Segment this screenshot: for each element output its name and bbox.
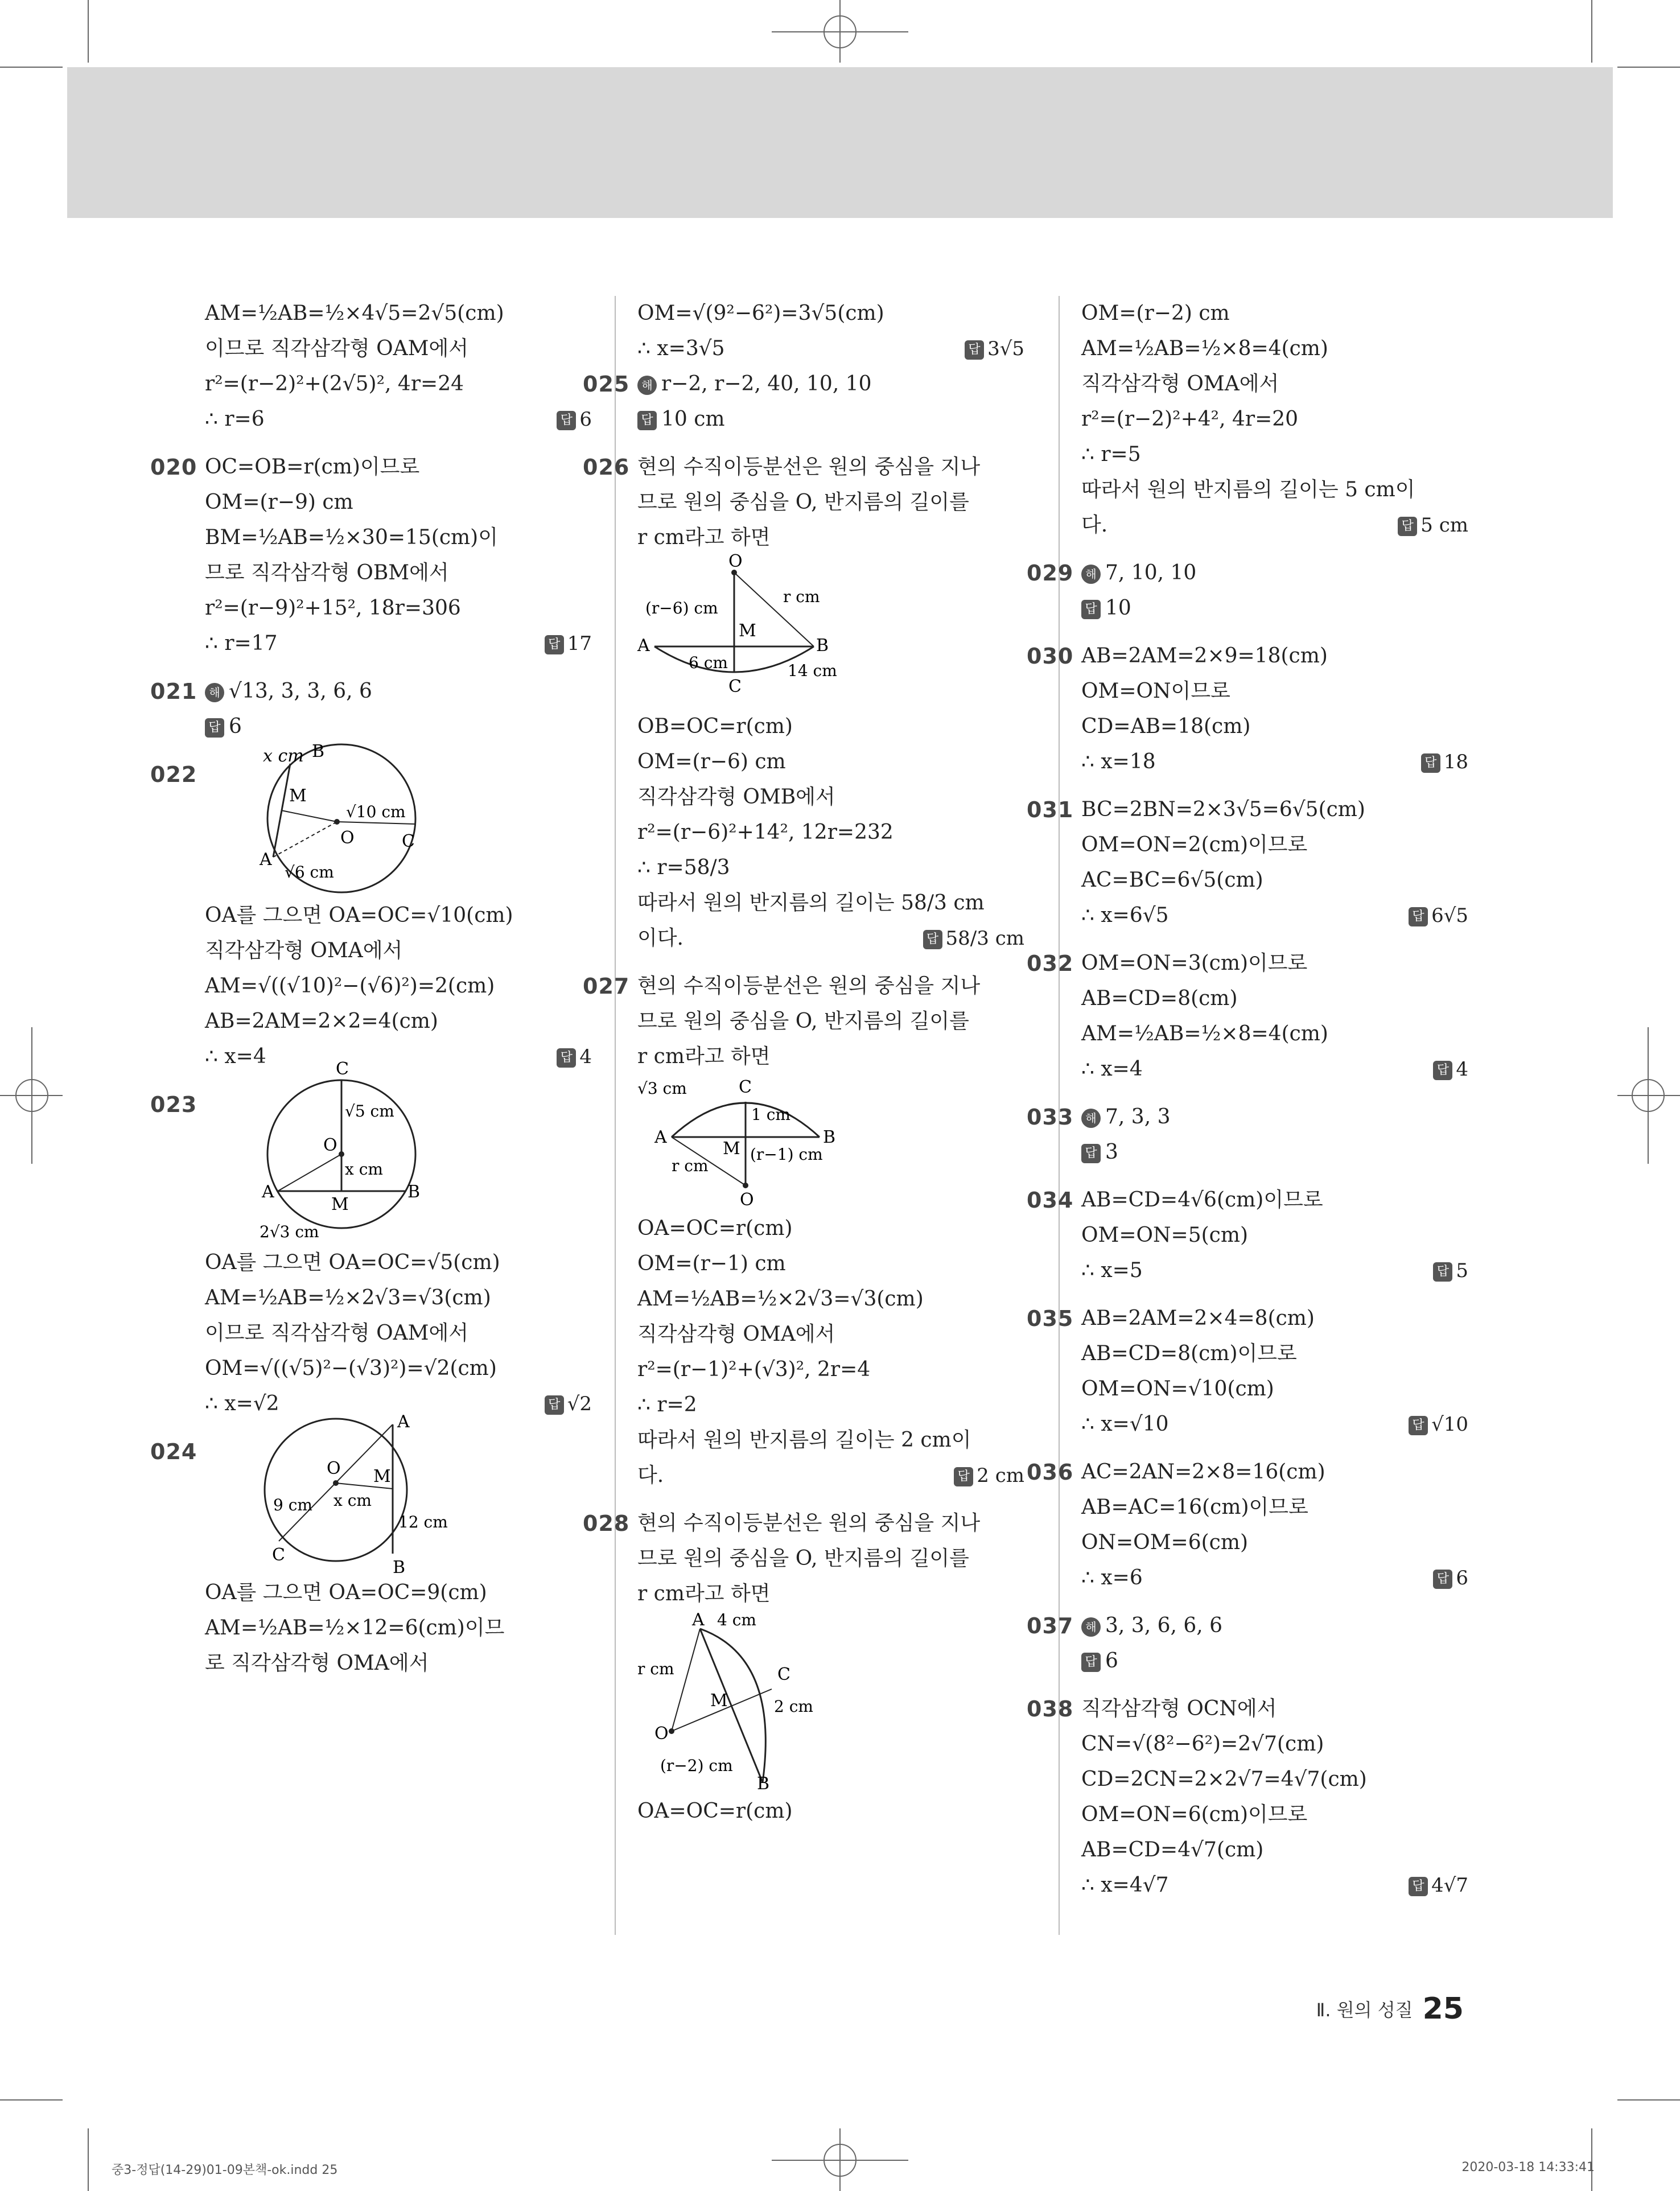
problem-031: 031 BC=2BN=2×3√5=6√5(cm) — [1081, 792, 1468, 827]
problem-number: 022 — [150, 762, 197, 787]
answer-mark: 답 — [954, 1467, 973, 1486]
text-line: 므로 직각삼각형 OBM에서 — [205, 561, 449, 584]
label-c: C — [336, 1059, 349, 1079]
solution-mark: 해 — [1081, 1109, 1101, 1128]
problem-number: 038 — [1027, 1696, 1074, 1722]
figure-028 — [637, 1612, 876, 1794]
text-line: 므로 원의 중심을 O, 반지름의 길이를 — [637, 491, 969, 514]
label-12: 12 cm — [398, 1513, 448, 1531]
text-line: OB=OC=r(cm) — [637, 715, 793, 738]
answer-mark: 답 — [557, 411, 576, 430]
text-line: AM=½AB=½×4√5=2√5(cm) — [205, 302, 504, 325]
label-1: 1 cm — [751, 1105, 790, 1124]
segment-oc — [337, 822, 415, 824]
answer-mark: 답 — [545, 635, 564, 654]
text-line: ∴ x=4 답 4 — [1081, 1052, 1468, 1087]
answer: 답 √10 — [1409, 1407, 1468, 1442]
label-a: A — [692, 1610, 705, 1630]
label-9: 9 cm — [273, 1496, 312, 1514]
label-o: O — [323, 1135, 337, 1155]
answer: 답 6 — [557, 402, 592, 437]
text-line: OA=OC=r(cm) — [637, 1799, 793, 1823]
label-b: B — [816, 636, 829, 656]
answer-mark: 답 — [1081, 1653, 1101, 1672]
problem-033: 033 해 7, 3, 3 — [1081, 1099, 1468, 1135]
label-b: B — [823, 1127, 836, 1147]
label-c: C — [728, 677, 742, 697]
text-line: OA를 그으면 OA=OC=9(cm) — [205, 1581, 487, 1604]
label-r: r cm — [637, 1659, 674, 1678]
text-line: ∴ x=4√7 답 4√7 — [1081, 1868, 1468, 1903]
answer: 답 3√5 — [965, 331, 1024, 366]
text-line: 직각삼각형 OMA에서 — [205, 939, 403, 962]
text-line: r cm라고 하면 — [637, 526, 771, 549]
label-o: O — [327, 1459, 341, 1478]
text-line: 직각삼각형 OMA에서 — [1081, 372, 1279, 396]
text-line: ∴ x=6 답 6 — [1081, 1560, 1468, 1596]
figure-022 — [205, 727, 415, 898]
answer-line: 답 10 cm — [637, 402, 1024, 437]
text-line: 므로 원의 중심을 O, 반지름의 길이를 — [637, 1547, 969, 1570]
answer-mark: 답 — [965, 340, 984, 360]
problem-number: 021 — [150, 679, 197, 704]
text-line: AM=½AB=½×2√3=√3(cm) — [637, 1287, 924, 1311]
problem-030: 030 AB=2AM=2×9=18(cm) — [1081, 639, 1468, 674]
text-line: AB=CD=8(cm) — [1081, 987, 1238, 1010]
problem-032: 032 OM=ON=3(cm)이므로 — [1081, 946, 1468, 981]
problem-number: 037 — [1027, 1613, 1074, 1638]
text-line: 따라서 원의 반지름의 길이는 58/3 cm — [637, 891, 985, 915]
answer: 답 58/3 cm — [923, 921, 1024, 956]
answer: 답 18 — [1421, 744, 1468, 780]
label-m: M — [710, 1691, 728, 1711]
label-o: O — [740, 1190, 754, 1210]
problem-number: 023 — [150, 1092, 197, 1117]
text-line: AM=½AB=½×12=6(cm)이므 — [205, 1616, 505, 1640]
page-folio — [1316, 1992, 1464, 2026]
answer: 답 4√7 — [1409, 1868, 1468, 1903]
text-line: OM=ON=6(cm)이므로 — [1081, 1803, 1308, 1826]
text-line: r²=(r−6)²+14², 12r=232 — [637, 821, 893, 844]
header-band — [67, 67, 1613, 218]
page-number: 25 — [1422, 1992, 1464, 2026]
problem-number: 025 — [583, 372, 630, 397]
text-line: ∴ x=6√5 답 6√5 — [1081, 898, 1468, 933]
answer-mark: 답 — [1081, 600, 1101, 619]
answer-mark: 답 — [205, 718, 224, 738]
answer-mark: 답 — [1433, 1570, 1452, 1589]
label-c: C — [777, 1665, 790, 1685]
solution-mark: 해 — [637, 376, 657, 395]
label-a: A — [260, 850, 272, 870]
label-r1: (r−1) cm — [750, 1145, 823, 1164]
label-14: 14 cm — [788, 661, 837, 680]
center-point — [333, 1480, 339, 1486]
problem-number: 035 — [1027, 1306, 1074, 1331]
text-line: r cm라고 하면 — [637, 1582, 771, 1605]
problem-038: 038 직각삼각형 OCN에서 — [1081, 1691, 1468, 1727]
answer-line: 답 10 — [1081, 591, 1468, 626]
footer-filename: 중3-정답(14-29)01-09본책-ok.indd 25 — [112, 2163, 338, 2177]
answer: 답 2 cm — [954, 1458, 1024, 1493]
text-line: OA=OC=r(cm) — [637, 1217, 793, 1240]
text-line: 따라서 원의 반지름의 길이는 5 cm이 — [1081, 478, 1415, 501]
text-line: r²=(r−2)²+4², 4r=20 — [1081, 407, 1299, 431]
text-line: ∴ r=2 — [637, 1393, 697, 1416]
problem-026: 026 현의 수직이등분선은 원의 중심을 지나 — [637, 450, 1024, 485]
segment-oa — [672, 1629, 700, 1731]
label-b: B — [407, 1182, 421, 1202]
text-line: 로 직각삼각형 OMA에서 — [205, 1652, 429, 1675]
answer: 답 4 — [1433, 1052, 1468, 1087]
answer: 답 17 — [545, 626, 592, 661]
figure-023 — [205, 1057, 421, 1245]
problem-number: 027 — [583, 974, 630, 999]
label-c: C — [272, 1545, 285, 1565]
label-r: r cm — [783, 587, 820, 606]
problem-028: 028 현의 수직이등분선은 원의 중심을 지나 — [637, 1506, 1024, 1541]
text-line: OM=ON=√10(cm) — [1081, 1377, 1274, 1401]
solution-mark: 해 — [1081, 565, 1101, 584]
problem-036: 036 AC=2AN=2×8=16(cm) — [1081, 1455, 1468, 1490]
text-line: ON=OM=6(cm) — [1081, 1531, 1249, 1554]
text-line: ∴ x=3√5 답 3√5 — [637, 331, 1024, 366]
center-point — [743, 1183, 748, 1188]
label-b: B — [312, 742, 325, 761]
text-line: 므로 원의 중심을 O, 반지름의 길이를 — [637, 1010, 969, 1033]
label-o: O — [340, 828, 355, 848]
problem-020: 020 OC=OB=r(cm)이므로 — [205, 450, 592, 485]
text-line: AC=BC=6√5(cm) — [1081, 868, 1263, 892]
answer-line: 답 6 — [205, 709, 592, 744]
answer-mark: 답 — [923, 930, 942, 949]
text-line: r cm라고 하면 — [637, 1045, 771, 1068]
answer-mark: 답 — [545, 1395, 564, 1415]
text-line: BM=½AB=½×30=15(cm)이 — [205, 526, 498, 549]
problem-035: 035 AB=2AM=2×4=8(cm) — [1081, 1301, 1468, 1336]
text-line: CN=√(8²−6²)=2√7(cm) — [1081, 1732, 1324, 1756]
problem-number: 029 — [1027, 561, 1074, 586]
problem-025: 025 해 r−2, r−2, 40, 10, 10 — [637, 366, 1024, 402]
answer: 답 6√5 — [1409, 898, 1468, 933]
answer-mark: 답 — [557, 1048, 576, 1068]
figure-024 — [205, 1405, 448, 1578]
text-line: r²=(r−9)²+15², 18r=306 — [205, 596, 461, 620]
label-r10: √10 cm — [346, 802, 406, 821]
answer-mark: 답 — [1409, 1416, 1428, 1435]
figure-027 — [637, 1074, 876, 1211]
text-line: ∴ r=58/3 — [637, 856, 730, 879]
label-o: O — [728, 551, 743, 571]
answer: 답 √2 — [545, 1386, 592, 1422]
column-3 — [1027, 296, 1468, 1903]
label-2: 2 cm — [774, 1697, 813, 1716]
label-m: M — [373, 1467, 391, 1486]
text-line: 이므로 직각삼각형 OAM에서 — [205, 337, 469, 360]
label-b: B — [393, 1558, 406, 1578]
label-b: B — [757, 1774, 770, 1794]
problem-number: 032 — [1027, 951, 1074, 976]
problem-number: 030 — [1027, 644, 1074, 669]
text-line: CD=AB=18(cm) — [1081, 715, 1251, 738]
problem-number: 020 — [150, 455, 197, 480]
label-m: M — [289, 786, 307, 806]
label-a: A — [397, 1412, 410, 1432]
label-x: x cm — [263, 746, 304, 766]
text-line: ∴ x=4 답 4 — [205, 1039, 592, 1074]
column-2 — [583, 296, 1024, 1829]
text-line: 따라서 원의 반지름의 길이는 2 cm이 — [637, 1428, 971, 1452]
text-line: ∴ x=√10 답 √10 — [1081, 1407, 1468, 1442]
label-c: C — [739, 1077, 752, 1097]
label-c: C — [402, 831, 415, 851]
circle — [265, 1419, 407, 1561]
answer-line: 답 6 — [1081, 1644, 1468, 1679]
text-line: OM=ON이므로 — [1081, 679, 1230, 703]
text-line: r²=(r−1)²+(√3)², 2r=4 — [637, 1358, 871, 1381]
solution-mark: 해 — [1081, 1617, 1101, 1637]
text-line: ∴ x=5 답 5 — [1081, 1253, 1468, 1288]
text-line: OM=√(9²−6²)=3√5(cm) — [637, 302, 884, 325]
problem-034: 034 AB=CD=4√6(cm)이므로 — [1081, 1183, 1468, 1218]
text-line: OM=√((√5)²−(√3)²)=√2(cm) — [205, 1357, 497, 1380]
label-o: O — [654, 1724, 669, 1744]
text-line: AB=CD=4√7(cm) — [1081, 1838, 1264, 1861]
answer-mark: 답 — [1409, 907, 1428, 926]
text-line: OM=(r−9) cm — [205, 491, 353, 514]
problem-027: 027 현의 수직이등분선은 원의 중심을 지나 — [637, 969, 1024, 1004]
problem-number: 033 — [1027, 1105, 1074, 1130]
text-line: OM=ON=5(cm) — [1081, 1224, 1249, 1247]
text-line: OM=ON=2(cm)이므로 — [1081, 833, 1308, 856]
text-line: AM=½AB=½×2√3=√3(cm) — [205, 1286, 491, 1309]
text-line: ∴ r=6 답 6 — [205, 402, 592, 437]
text-line: r²=(r−2)²+(2√5)², 4r=24 — [205, 372, 464, 396]
problem-021: 021 해 √13, 3, 3, 6, 6 — [205, 674, 592, 709]
answer-mark: 답 — [1433, 1061, 1452, 1080]
segment-oa — [278, 1154, 341, 1191]
text-line: AB=AC=16(cm)이므로 — [1081, 1496, 1308, 1519]
answer: 답 5 cm — [1398, 508, 1468, 543]
answer: 답 6 — [1433, 1560, 1468, 1596]
problem-number: 028 — [583, 1511, 630, 1536]
text-line: ∴ x=18 답 18 — [1081, 744, 1468, 780]
label-r3: 2√3 cm — [260, 1222, 319, 1241]
label-m: M — [331, 1195, 349, 1214]
problem-number: 024 — [150, 1439, 197, 1464]
problem-number: 026 — [583, 455, 630, 480]
text-line: OM=(r−2) cm — [1081, 302, 1230, 325]
text-line: 직각삼각형 OMB에서 — [637, 785, 835, 809]
text-line: ∴ x=√2 답 √2 — [205, 1386, 592, 1422]
figure-026 — [637, 551, 876, 709]
text-line: AB=2AM=2×2=4(cm) — [205, 1010, 438, 1033]
label-r6: √6 cm — [285, 863, 334, 882]
text-line: 직각삼각형 OMA에서 — [637, 1323, 835, 1346]
center-point — [339, 1151, 344, 1157]
label-r6: (r−6) cm — [645, 599, 718, 617]
label-x: x cm — [333, 1491, 372, 1510]
answer-mark: 답 — [637, 411, 657, 430]
center-point — [334, 819, 340, 825]
column-1 — [150, 296, 592, 1681]
text-line: AM=½AB=½×8=4(cm) — [1081, 337, 1328, 360]
label-m: M — [739, 621, 756, 641]
segment-om — [281, 810, 337, 822]
label-a: A — [262, 1182, 274, 1202]
text-line: ∴ r=5 — [1081, 443, 1141, 466]
text-line: AB=CD=8(cm)이므로 — [1081, 1342, 1297, 1365]
text-line: 다. 답 2 cm — [637, 1458, 1024, 1493]
solution-mark: 해 — [205, 683, 224, 702]
answer-mark: 답 — [1409, 1877, 1428, 1896]
answer-mark: 답 — [1398, 517, 1417, 536]
problem-number: 036 — [1027, 1460, 1074, 1485]
text-line: OA를 그으면 OA=OC=√10(cm) — [205, 904, 513, 927]
label-r5: √5 cm — [345, 1102, 394, 1121]
text-line: 이므로 직각삼각형 OAM에서 — [205, 1321, 469, 1345]
footer-timestamp: 2020-03-18 14:33:41 — [1461, 2160, 1595, 2174]
text-line: AM=√((√10)²−(√6)²)=2(cm) — [205, 974, 495, 998]
chapter-title: Ⅱ. 원의 성질 — [1316, 1999, 1413, 2021]
problem-number: 031 — [1027, 797, 1074, 822]
label-6: 6 cm — [689, 653, 728, 672]
label-4: 4 cm — [717, 1611, 756, 1629]
label-a: A — [654, 1127, 667, 1147]
segment-oa — [273, 822, 337, 857]
label-m: M — [723, 1139, 740, 1159]
text-line: OM=(r−6) cm — [637, 750, 786, 773]
column-divider — [615, 296, 616, 1935]
label-x: x cm — [345, 1160, 383, 1179]
problem-037: 037 해 3, 3, 6, 6, 6 — [1081, 1608, 1468, 1644]
text-line: CD=2CN=2×2√7=4√7(cm) — [1081, 1768, 1367, 1791]
answer-mark: 답 — [1081, 1144, 1101, 1163]
answer-mark: 답 — [1433, 1262, 1452, 1282]
answer-mark: 답 — [1421, 753, 1440, 773]
text-line: AM=½AB=½×8=4(cm) — [1081, 1022, 1328, 1045]
label-r: r cm — [672, 1156, 709, 1175]
problem-number: 034 — [1027, 1188, 1074, 1213]
text-line: 다. 답 5 cm — [1081, 508, 1468, 543]
answer-line: 답 3 — [1081, 1135, 1468, 1170]
text-line: ∴ r=17 답 17 — [205, 626, 592, 661]
center-point — [669, 1728, 674, 1734]
label-r3: √3 cm — [637, 1079, 687, 1098]
text-line: OM=(r−1) cm — [637, 1252, 786, 1275]
answer: 답 5 — [1433, 1253, 1468, 1288]
text-line: 이다. 답 58/3 cm — [637, 921, 1024, 956]
label-a: A — [637, 636, 650, 656]
label-r2: (r−2) cm — [660, 1756, 733, 1775]
problem-029: 029 해 7, 10, 10 — [1081, 555, 1468, 591]
text-line: OA를 그으면 OA=OC=√5(cm) — [205, 1251, 500, 1274]
answer: 답 4 — [557, 1039, 592, 1074]
